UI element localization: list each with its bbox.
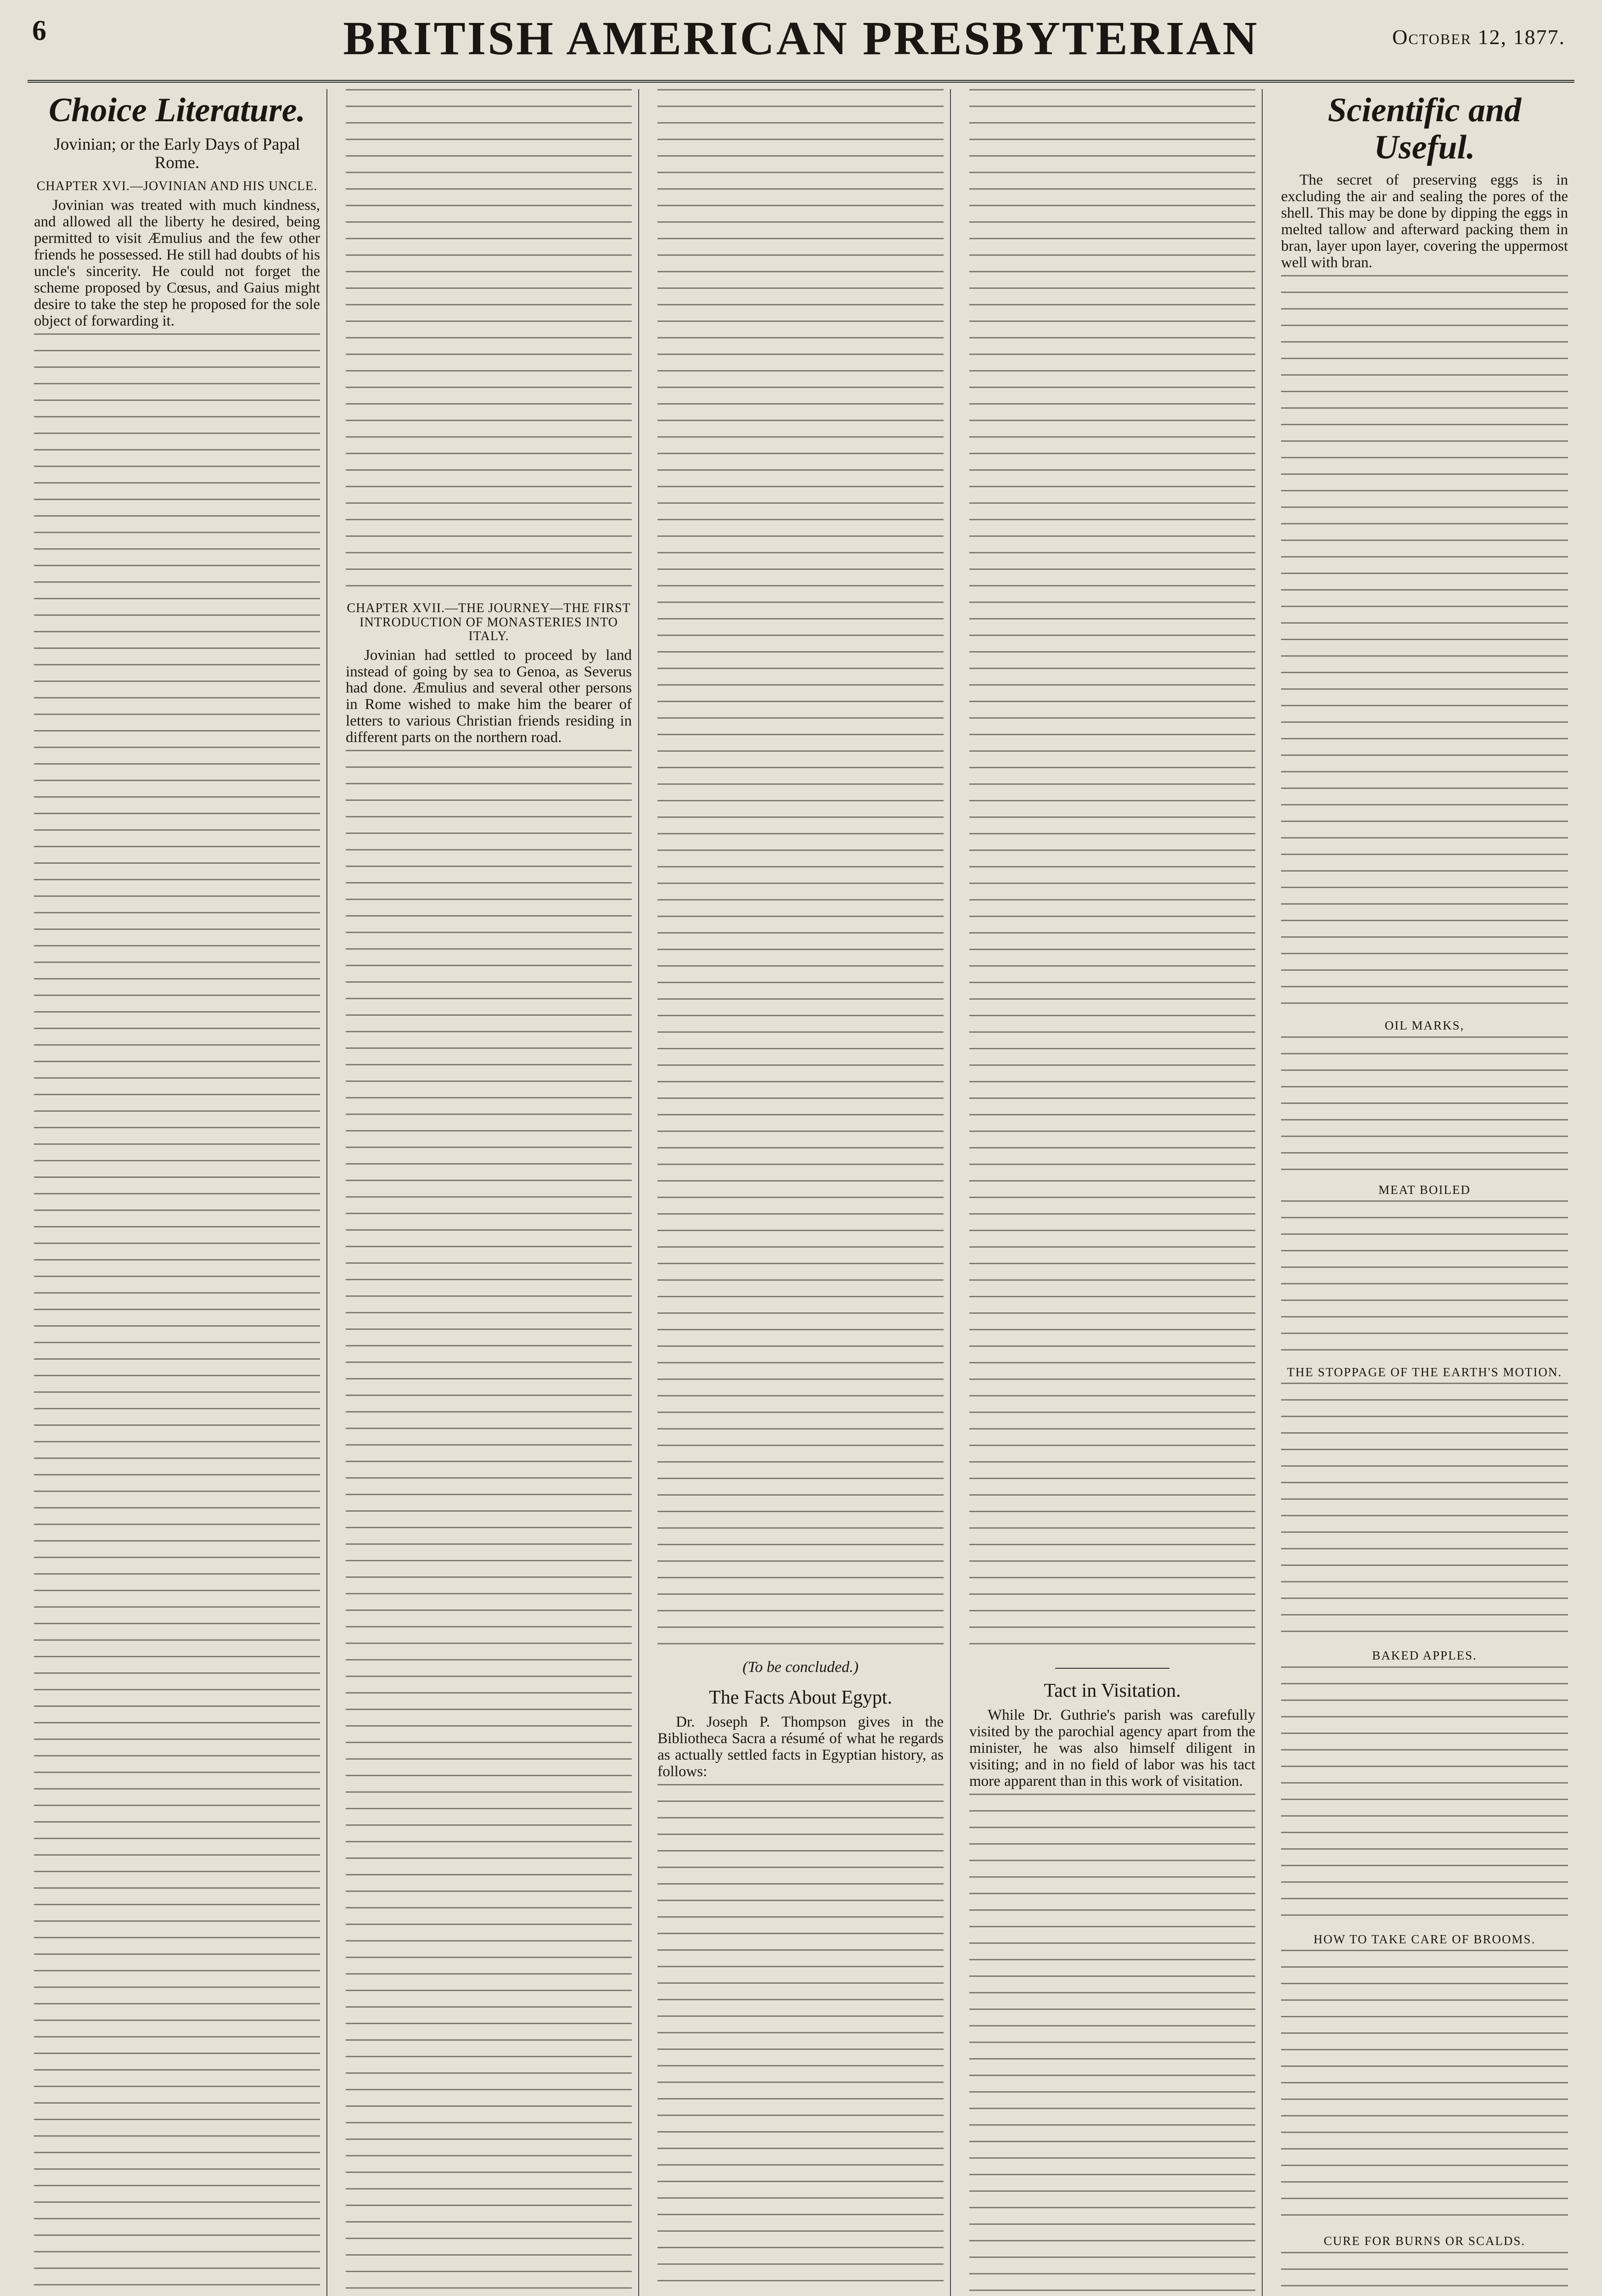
body-text-block (1281, 275, 1568, 1010)
body-text-block (1281, 1036, 1568, 1174)
article-title-tact: Tact in Visitation. (1044, 1680, 1181, 1701)
to-be-concluded: (To be concluded.) (742, 1659, 859, 1676)
body-text-block (346, 89, 632, 594)
subheading-brooms: HOW TO TAKE CARE OF BROOMS. (1313, 1932, 1536, 1946)
subheading-baked-apples: BAKED APPLES. (1372, 1649, 1477, 1663)
body-text-block (1281, 2252, 1568, 2296)
column-1 (28, 89, 327, 2296)
body-text-block (1281, 1383, 1568, 1640)
subheading-meat-boiled: MEAT BOILED (1378, 1182, 1471, 1197)
article-columns (28, 89, 1574, 2296)
issue-date: October 12, 1877. (1392, 25, 1565, 49)
body-text-block (34, 333, 320, 2296)
body-text-block (969, 89, 1255, 1660)
column-5 (1275, 89, 1574, 2296)
chapter-heading: CHAPTER XVI.—JOVINIAN AND HIS UNCLE. (36, 179, 318, 194)
column-3 (651, 89, 951, 2296)
section-heading-literature: Choice Literature. (48, 91, 306, 129)
body-text-block (1281, 1200, 1568, 1356)
subheading-burns: CURE FOR BURNS OR SCALDS. (1323, 2234, 1526, 2248)
masthead (28, 11, 1574, 83)
article-paragraph: Dr. Joseph P. Thompson gives in the Bibliotheca Sacra a résumé of what he regards as actually settled facts in Egyptian history, as follows: (658, 1713, 944, 1780)
subheading-earth-motion: THE STOPPAGE OF THE EARTH'S MOTION. (1287, 1365, 1563, 1379)
section-heading-scientific: Scientific and Useful. (1327, 91, 1522, 166)
page-number: 6 (32, 15, 46, 46)
body-text-block (658, 1784, 944, 2296)
body-text-block (346, 750, 632, 2296)
divider (1055, 1668, 1169, 1669)
column-2 (339, 89, 639, 2296)
chapter-heading: CHAPTER XVII.—THE JOURNEY—THE FIRST INTRODUCTION OF MONASTERIES INTO ITALY. (347, 601, 631, 644)
article-paragraph: Jovinian was treated with much kindness, and allowed all the liberty he desired, being permitted to visit Æmulius and the few other friends he possessed. He still had doubts of his uncle's sincerity. He could not forget the scheme proposed by Cœsus, and Gaius might desire to take the step he proposed for the sole object of forwarding it. (34, 197, 320, 329)
story-title: Jovinian; or the Early Days of Papal Rome. (54, 135, 300, 172)
article-title-egypt: The Facts About Egypt. (709, 1687, 892, 1709)
column-4 (963, 89, 1263, 2296)
paper-title: BRITISH AMERICAN PRESBYTERIAN (343, 12, 1259, 65)
body-text-block (1281, 1950, 1568, 2225)
body-text-block (1281, 1666, 1568, 1924)
body-text-block (969, 1794, 1255, 2296)
subheading-oil-marks: OIL MARKS, (1384, 1019, 1465, 1033)
article-paragraph: The secret of preserving eggs is in excluding the air and sealing the pores of the shell. This may be done by dipping the eggs in melted tallow and afterward packing them in bran, layer upon layer, covering the uppermost well with bran. (1281, 172, 1568, 271)
article-paragraph: Jovinian had settled to proceed by land instead of going by sea to Genoa, as Severus had done. Æmulius and several other persons in Rome wished to make him the bearer of letters to various Christian friends residing in different parts on the northern road. (346, 647, 632, 746)
body-text-block (658, 89, 944, 1650)
article-paragraph: While Dr. Guthrie's parish was carefully visited by the parochial agency apart from the minister, he was also himself diligent in visiting; and in no field of labor was his tact more apparent than in this work of visitation. (969, 1706, 1255, 1790)
